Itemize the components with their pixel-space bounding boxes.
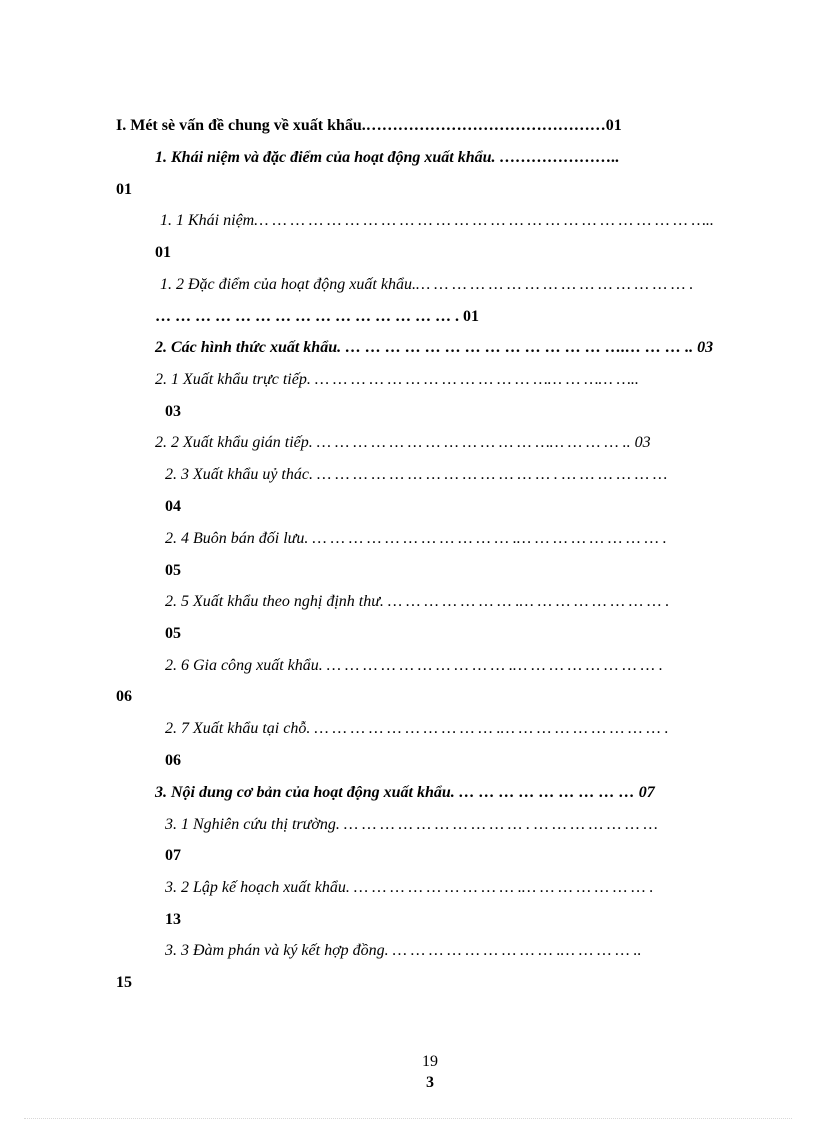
toc-item-2-2: 2. 2 Xuất khẩu gián tiếp. … … … … … … … … … … … … …… … … … .. 03	[155, 434, 651, 451]
toc-item-3-1: 3. 1 Nghiên cứu thị trường. … … … … … … … … … … . … … … … … … …	[165, 816, 658, 833]
toc-page-number: 03	[165, 403, 181, 420]
toc-page-number: 05	[165, 625, 181, 642]
toc-item-2-5: 2. 5 Xuất khẩu theo nghị định thư. … … … … … … … .… … … … … … … … .	[165, 593, 670, 610]
toc-item-1: 1. Khái niệm và đặc điểm của hoạt động xuất khẩu. …………………..	[155, 149, 620, 166]
toc-page-number: 15	[116, 974, 132, 991]
toc-item-1-2: 1. 2 Đặc điểm của hoạt động xuất khẩu.… … … … … … … … … … … … … … … .	[160, 276, 694, 293]
toc-item-2-6: 2. 6 Gia công xuất khẩu. … … … … … … … … … … .… … … … … … … … .	[165, 657, 663, 674]
toc-item-2-1: 2. 1 Xuất khẩu trực tiếp. … … … … … … … … … … … … …… … …… …..	[155, 371, 639, 388]
toc-item-2-4: 2. 4 Buôn bán đối lưu. … … … … … … … … … … … .… … … … … … … … .	[165, 530, 667, 547]
toc-page-number: 04	[165, 498, 181, 515]
toc-heading-section-1: I. Mét sè vấn đề chung về xuất khẩu.………………………………………01	[116, 117, 622, 134]
toc-page-number: 05	[165, 562, 181, 579]
toc-page-number: 07	[165, 847, 181, 864]
toc-item-3-3: 3. 3 Đàm phán và ký kết hợp đồng. … … … … … … … … … .… … … … ..	[165, 942, 642, 959]
toc-item-2-3: 2. 3 Xuất khẩu uỷ thác. … … … … … … … … … … … … … . … … … … … …	[165, 466, 668, 483]
page-bottom-divider	[24, 1118, 792, 1119]
toc-item-1-1: 1. 1 Khái niệm… … … … … … … … … … … … … … … … … … … … … … … … …..	[160, 212, 714, 229]
toc-page-number: 06	[116, 688, 132, 705]
toc-item-3-2: 3. 2 Lập kế hoạch xuất khẩu. … … … … … … … … … .… … … … … … … .	[165, 879, 654, 896]
toc-item-2-7: 2. 7 Xuất khẩu tại chỗ. … … … … … … … … … … .… … … … … … … … … .	[165, 720, 669, 737]
toc-page-number: 13	[165, 911, 181, 928]
toc-page-number: 01	[155, 244, 171, 261]
toc-page-number: 06	[165, 752, 181, 769]
toc-page-number: 01	[116, 181, 132, 198]
page-number: 19	[422, 1053, 438, 1070]
toc-item-2: 2. Các hình thức xuất khẩu. … … … … … … … … … … … … … ….… … … .. 03	[155, 339, 714, 356]
page-sub-number: 3	[426, 1074, 434, 1091]
toc-item-3: 3. Nội dung cơ bản của hoạt động xuất khẩu. … … … … … … … … … 07	[155, 784, 655, 801]
toc-item-1-2-continued: … … … … … … … … … … … … … … … . 01	[155, 308, 479, 325]
